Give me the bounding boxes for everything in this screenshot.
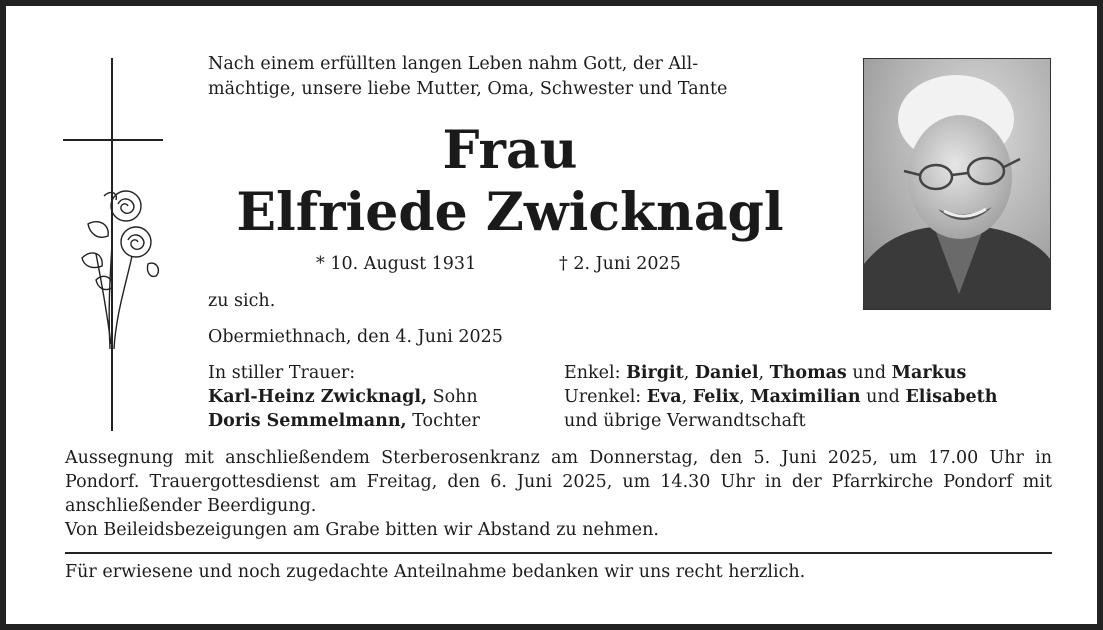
conjunction: und	[860, 387, 906, 407]
conjunction: und	[846, 363, 892, 383]
ceremony-info	[65, 446, 1052, 542]
thanks-text: Für erwiesene und noch zugedachte Anteilnahme bedanken wir uns recht herzlich.	[65, 562, 806, 582]
grandchildren-row	[564, 361, 997, 385]
grandchild-name: Daniel	[694, 363, 759, 383]
birth-date: * 10. August 1931	[316, 254, 477, 274]
mourner-relation: Sohn	[427, 387, 478, 407]
grandchild-name: Thomas	[769, 363, 847, 383]
death-date: † 2. Juni 2025	[559, 254, 681, 274]
mourner-relation: Tochter	[406, 411, 480, 431]
great-grandchildren-label: Urenkel:	[564, 387, 647, 407]
grandchildren-label: Enkel:	[564, 363, 627, 383]
mourners-list	[208, 361, 480, 433]
place-date: Obermiethnach, den 4. Juni 2025	[208, 327, 503, 347]
life-dates	[316, 252, 681, 276]
mourner-name: Karl-Heinz Zwicknagl,	[208, 387, 428, 407]
separator: ,	[739, 387, 751, 407]
ceremony-text: Aussegnung mit anschließendem Sterberosenkranz am Donnerstag, den 5. Juni 2025, um 17.00 Uhr in Pondorf. Trauergottesdienst am Freitag, den 6. Juni 2025, um 14.30 Uhr in der Pfarrkirche Pondorf mit anschließender Beerdigung.	[65, 448, 1052, 516]
salutation: Frau	[442, 120, 578, 181]
cross-bar	[63, 139, 163, 141]
mourners-heading: In stiller Trauer:	[208, 363, 356, 383]
great-grandchild-name: Felix	[692, 387, 740, 407]
grandchild-name: Birgit	[626, 363, 684, 383]
grandchild-name: Markus	[891, 363, 967, 383]
separator: ,	[683, 363, 695, 383]
separator: ,	[681, 387, 693, 407]
great-grandchild-name: Eva	[646, 387, 682, 407]
deceased-name: Elfriede Zwicknagl	[236, 182, 784, 243]
intro-line-1: Nach einem erfüllten langen Leben nahm Gott, der All-	[208, 54, 699, 74]
intro-line-2: mächtige, unsere liebe Mutter, Oma, Schwester und Tante	[208, 79, 728, 99]
mourner-name: Doris Semmelmann,	[208, 411, 407, 431]
portrait-photo	[863, 58, 1051, 310]
great-grandchild-name: Elisabeth	[905, 387, 998, 407]
mourner-row	[208, 409, 480, 433]
mourner-row	[208, 385, 480, 409]
great-grandchild-name: Maximilian	[750, 387, 861, 407]
great-grandchildren-row	[564, 385, 997, 409]
deceased-name-block	[206, 120, 814, 244]
roses-icon	[74, 184, 164, 354]
closing-text: zu sich.	[208, 291, 276, 311]
other-relatives: und übrige Verwandtschaft	[564, 411, 806, 431]
relatives-list	[564, 361, 997, 433]
condolence-request: Von Beileidsbezeigungen am Grabe bitten wir Abstand zu nehmen.	[65, 520, 659, 540]
intro-text	[208, 52, 828, 102]
separator: ,	[758, 363, 770, 383]
divider	[65, 552, 1052, 554]
